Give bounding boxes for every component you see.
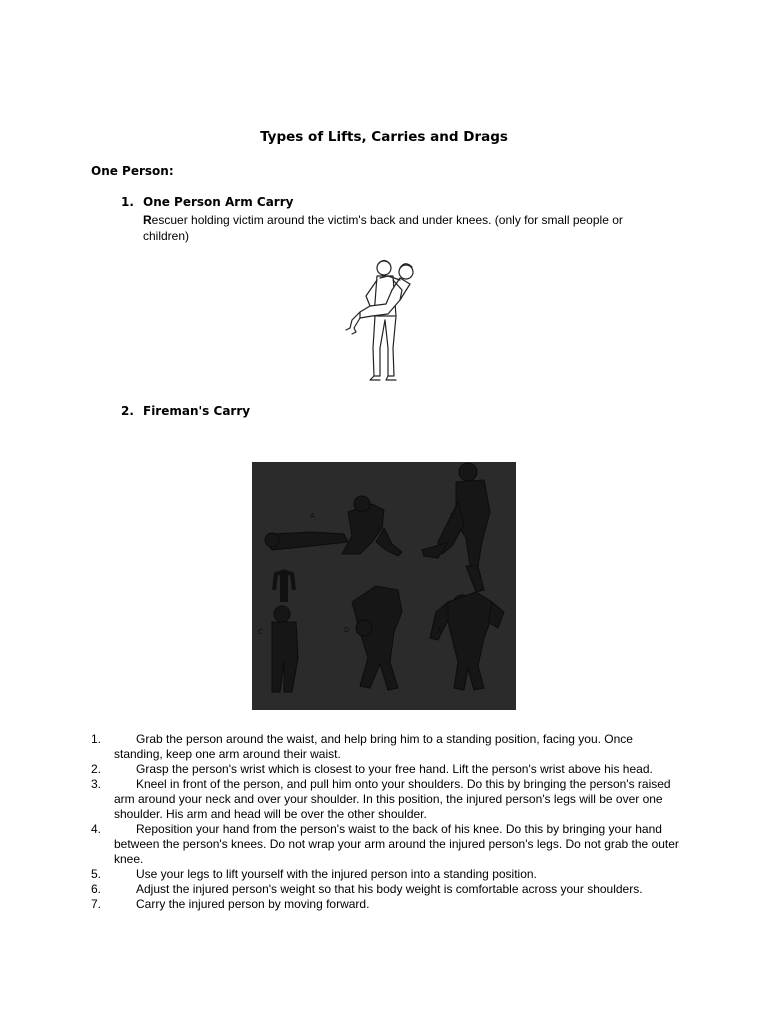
item-title: One Person Arm Carry [143,195,294,209]
page-title: Types of Lifts, Carries and Drags [260,129,508,145]
step-number: 2. [91,762,102,776]
step-text: Adjust the injured person's weight so that his body weight is comfortable across your shoulders. [136,882,643,896]
step-text: Grab the person around the waist, and help bring him to a standing position, facing you. Once standing, keep one arm around their waist. [114,732,633,761]
list-item [91,867,681,882]
list-item [91,732,681,762]
step-text: Kneel in front of the person, and pull him onto your shoulders. Do this by bringing the person's raised arm around your neck and over your shoulder. In this position, the injured person's legs will be over one shoulder. His arm and head will be over the other shoulder. [114,777,671,821]
step-text: Carry the injured person by moving forward. [136,897,370,911]
step-number: 6. [91,882,102,896]
figure-label-e: E [438,626,443,634]
step-number: 4. [91,822,102,836]
item-heading-firemans-carry [121,404,250,418]
arm-carry-description [143,212,663,244]
firemans-carry-illustration [252,462,516,710]
arm-carry-illustration [330,256,440,384]
description-text: escuer holding victim around the victim's back and under knees. (only for small people or children) [143,213,623,243]
step-number: 7. [91,897,102,911]
item-title: Fireman's Carry [143,404,251,418]
item-number: 1. [121,195,134,209]
step-number: 3. [91,777,102,791]
figure-label-c: C [258,628,263,636]
step-text: Grasp the person's wrist which is closest to your free hand. Lift the person's wrist above his head. [136,762,653,776]
item-heading-arm-carry [121,195,293,209]
steps-list [91,732,681,912]
description-initial: R [143,213,152,227]
list-item [91,822,681,867]
figure-label-d: D [344,626,350,634]
list-item [91,762,681,777]
item-number: 2. [121,404,134,418]
list-item [91,777,681,822]
figure-label-b: B [450,512,455,520]
step-text: Reposition your hand from the person's waist to the back of his knee. Do this by bringing your hand between the person's knees. Do not wrap your arm around the injured person's legs. Do not grab the outer knee. [114,822,679,866]
step-text: Use your legs to lift yourself with the injured person into a standing position. [136,867,537,881]
figure-label-a: A [310,512,315,520]
step-number: 1. [91,732,102,746]
section-heading: One Person: [91,164,174,178]
step-number: 5. [91,867,102,881]
list-item [91,897,681,912]
list-item [91,882,681,897]
